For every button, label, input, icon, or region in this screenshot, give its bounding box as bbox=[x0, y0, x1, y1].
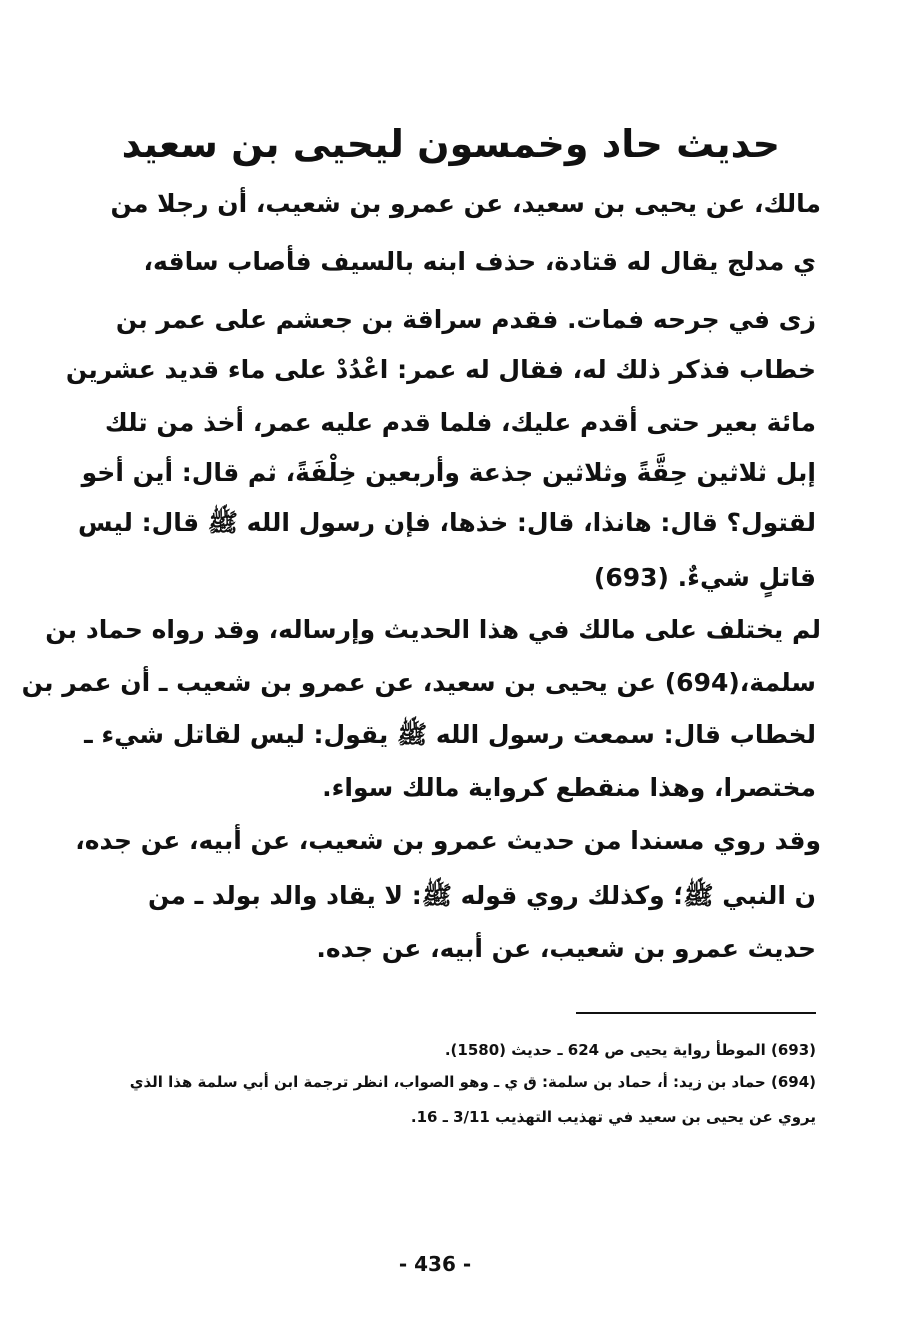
paragraph1-line-4: خطاب فذكر ذلك له، فقال له عمر: اعْدُدْ على ماء قديد عشرين bbox=[65, 355, 816, 384]
paragraph1-line-3: زى في جرحه فمات. فقدم سراقة بن جعشم على عمر بن bbox=[115, 305, 816, 334]
paragraph1-line-1: مالك، عن يحيى بن سعيد، عن عمرو بن شعيب، أن رجلا من bbox=[110, 189, 821, 218]
paragraph3-line-3: حديث عمرو بن شعيب، عن أبيه، عن جده. bbox=[316, 934, 816, 963]
footnote-divider bbox=[576, 1012, 816, 1014]
paragraph2-line-3: لخطاب قال: سمعت رسول الله ﷺ يقول: ليس لقاتل شيء ـ bbox=[84, 720, 816, 749]
paragraph1-line-2: ي مدلج يقال له قتادة، حذف ابنه بالسيف فأصاب ساقه، bbox=[143, 247, 816, 276]
paragraph1-line-5: مائة بعير حتى أقدم عليك، فلما قدم عليه عمر، أخذ من تلك bbox=[104, 408, 816, 437]
footnote-693: (693) الموطأ رواية يحيى ص 624 ـ حديث (1580). bbox=[444, 1041, 816, 1059]
paragraph1-line-7: لقتول؟ قال: هانذا، قال: خذها، فإن رسول الله ﷺ قال: ليس bbox=[77, 508, 816, 537]
paragraph3-line-1: وقد روي مسندا من حديث عمرو بن شعيب، عن أبيه، عن جده، bbox=[75, 826, 821, 855]
chapter-title: حديث حاد وخمسون ليحيى بن سعيد bbox=[121, 122, 780, 166]
paragraph3-line-2: ن النبي ﷺ؛ وكذلك روي قوله ﷺ: لا يقاد والد بولد ـ من bbox=[147, 881, 816, 910]
paragraph1-line-6: إبل ثلاثين حِقَّةً وثلاثين جذعة وأربعين خِلْفَةً، ثم قال: أين أخو bbox=[81, 458, 816, 487]
footnote-694: (694) حماد بن زيد: أ، حماد بن سلمة: ق ي ـ وهو الصواب، انظر ترجمة ابن أبي سلمة هذا الذي bbox=[129, 1073, 816, 1091]
paragraph2-line-2: سلمة،(694) عن يحيى بن سعيد، عن عمرو بن شعيب ـ أن عمر بن bbox=[21, 668, 816, 697]
paragraph2-line-4: مختصرا، وهذا منقطع كرواية مالك سواء. bbox=[322, 773, 816, 802]
page-number: - 436 - bbox=[398, 1252, 472, 1276]
footnote-694-continued: يروي عن يحيى بن سعيد في تهذيب التهذيب 3/11 ـ 16. bbox=[410, 1108, 816, 1126]
paragraph2-line-1: لم يختلف على مالك في هذا الحديث وإرساله، وقد رواه حماد بن bbox=[45, 615, 821, 644]
paragraph1-line-8: قاتلٍ شيءٌ. (693) bbox=[593, 563, 816, 592]
